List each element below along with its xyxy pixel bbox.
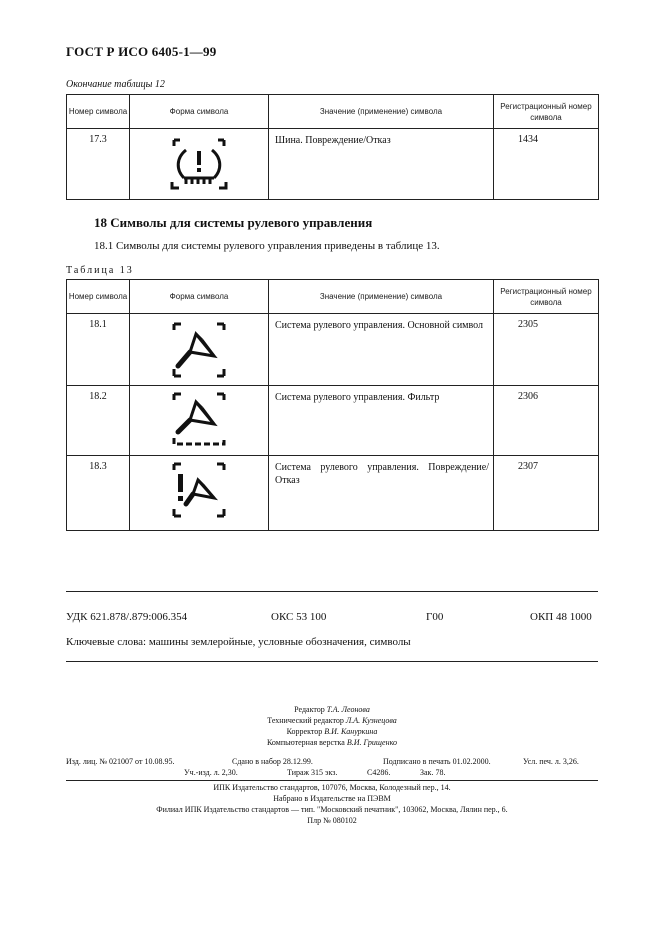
okp-code: ОКП 48 1000 [530,611,592,623]
symbol-number: 17.3 [67,129,130,200]
table-row [67,314,599,386]
symbol-number: 18.3 [67,456,130,531]
footer-rule [66,591,598,592]
steering-failure-icon [166,460,232,522]
symbol-form [130,386,269,456]
order-number: Зак. 78. [420,768,446,777]
table-13 [66,279,599,531]
license-line: Изд. лиц. № 021007 от 10.08.95. [66,757,175,766]
group-code: Г00 [426,611,444,623]
order-code: С4286. [367,768,391,777]
table-row [67,386,599,456]
tech-editor-label: Технический редактор [267,716,344,725]
imprint-credits [66,704,598,748]
layout-name: В.И. Грищенко [346,738,398,747]
col-header-form: Форма символа [130,95,269,129]
publisher-info [66,782,598,826]
symbol-number: 18.2 [67,386,130,456]
col-header-reg: Регистрационный номер символа [494,95,599,129]
oks-code: ОКС 53 100 [271,611,327,623]
symbol-number: 18.1 [67,314,130,386]
col-header-meaning: Значение (применение) символа [269,95,494,129]
symbol-reg-number: 2305 [494,314,599,386]
symbol-reg-number: 1434 [494,129,599,200]
table-row [67,129,599,200]
section-title: 18 Символы для системы рулевого управления [94,215,373,230]
table12-caption: Окончание таблицы 12 [66,79,165,90]
document-header: ГОСТ Р ИСО 6405-1—99 [66,44,217,59]
footer-rule [66,661,598,662]
symbol-form [130,314,269,386]
tech-editor-name: Л.А. Кузнецова [345,716,397,725]
col-header-number: Номер символа [67,95,130,129]
print-sheets: Усл. печ. л. 3,26. [523,757,579,766]
symbol-form [130,456,269,531]
imprint-rule [66,780,598,781]
typeset-date: Сдано в набор 28.12.99. [232,757,313,766]
section-paragraph: 18.1 Символы для системы рулевого управления приведены в таблице 13. [94,240,440,252]
table13-caption: Таблица 13 [66,265,134,276]
steering-system-icon [166,320,232,382]
print-date: Подписано в печать 01.02.2000. [383,757,491,766]
symbol-meaning: Система рулевого управления. Повреждение/Отказ [269,456,494,531]
col-header-number: Номер символа [67,280,130,314]
tire-failure-icon [166,136,232,196]
symbol-meaning: Система рулевого управления. Фильтр [269,386,494,456]
col-header-reg: Регистрационный номер символа [494,280,599,314]
corrector-name: В.И. Кануркина [324,727,378,736]
col-header-meaning: Значение (применение) символа [269,280,494,314]
steering-filter-icon [166,390,232,452]
layout-label: Компьютерная верстка [266,738,345,747]
print-run: Тираж 315 экз. [287,768,338,777]
corrector-label: Корректор [286,727,323,736]
keywords: Ключевые слова: машины землеройные, условные обозначения, символы [66,636,411,648]
symbol-form [130,129,269,200]
table-row [67,456,599,531]
symbol-meaning: Система рулевого управления. Основной символ [269,314,494,386]
col-header-form: Форма символа [130,280,269,314]
symbol-reg-number: 2307 [494,456,599,531]
udk-code: УДК 621.878/.879:006.354 [66,611,188,623]
editor-name: Т.А. Леонова [326,705,370,714]
publisher-line: ИПК Издательство стандартов, 107076, Москва, Колодезный пер., 14. [213,783,451,792]
edit-sheets: Уч.-изд. л. 2,30. [184,768,238,777]
publisher-line: Набрано в Издательстве на ПЭВМ [273,794,391,803]
symbol-reg-number: 2306 [494,386,599,456]
editor-label: Редактор [294,705,325,714]
publisher-line: Плр № 080102 [307,816,357,825]
table-12 [66,94,599,200]
publisher-line: Филиал ИПК Издательство стандартов — тип. "Московский печатник", 103062, Москва, Лялин пер., 6. [156,805,508,814]
symbol-meaning: Шина. Повреждение/Отказ [269,129,494,200]
